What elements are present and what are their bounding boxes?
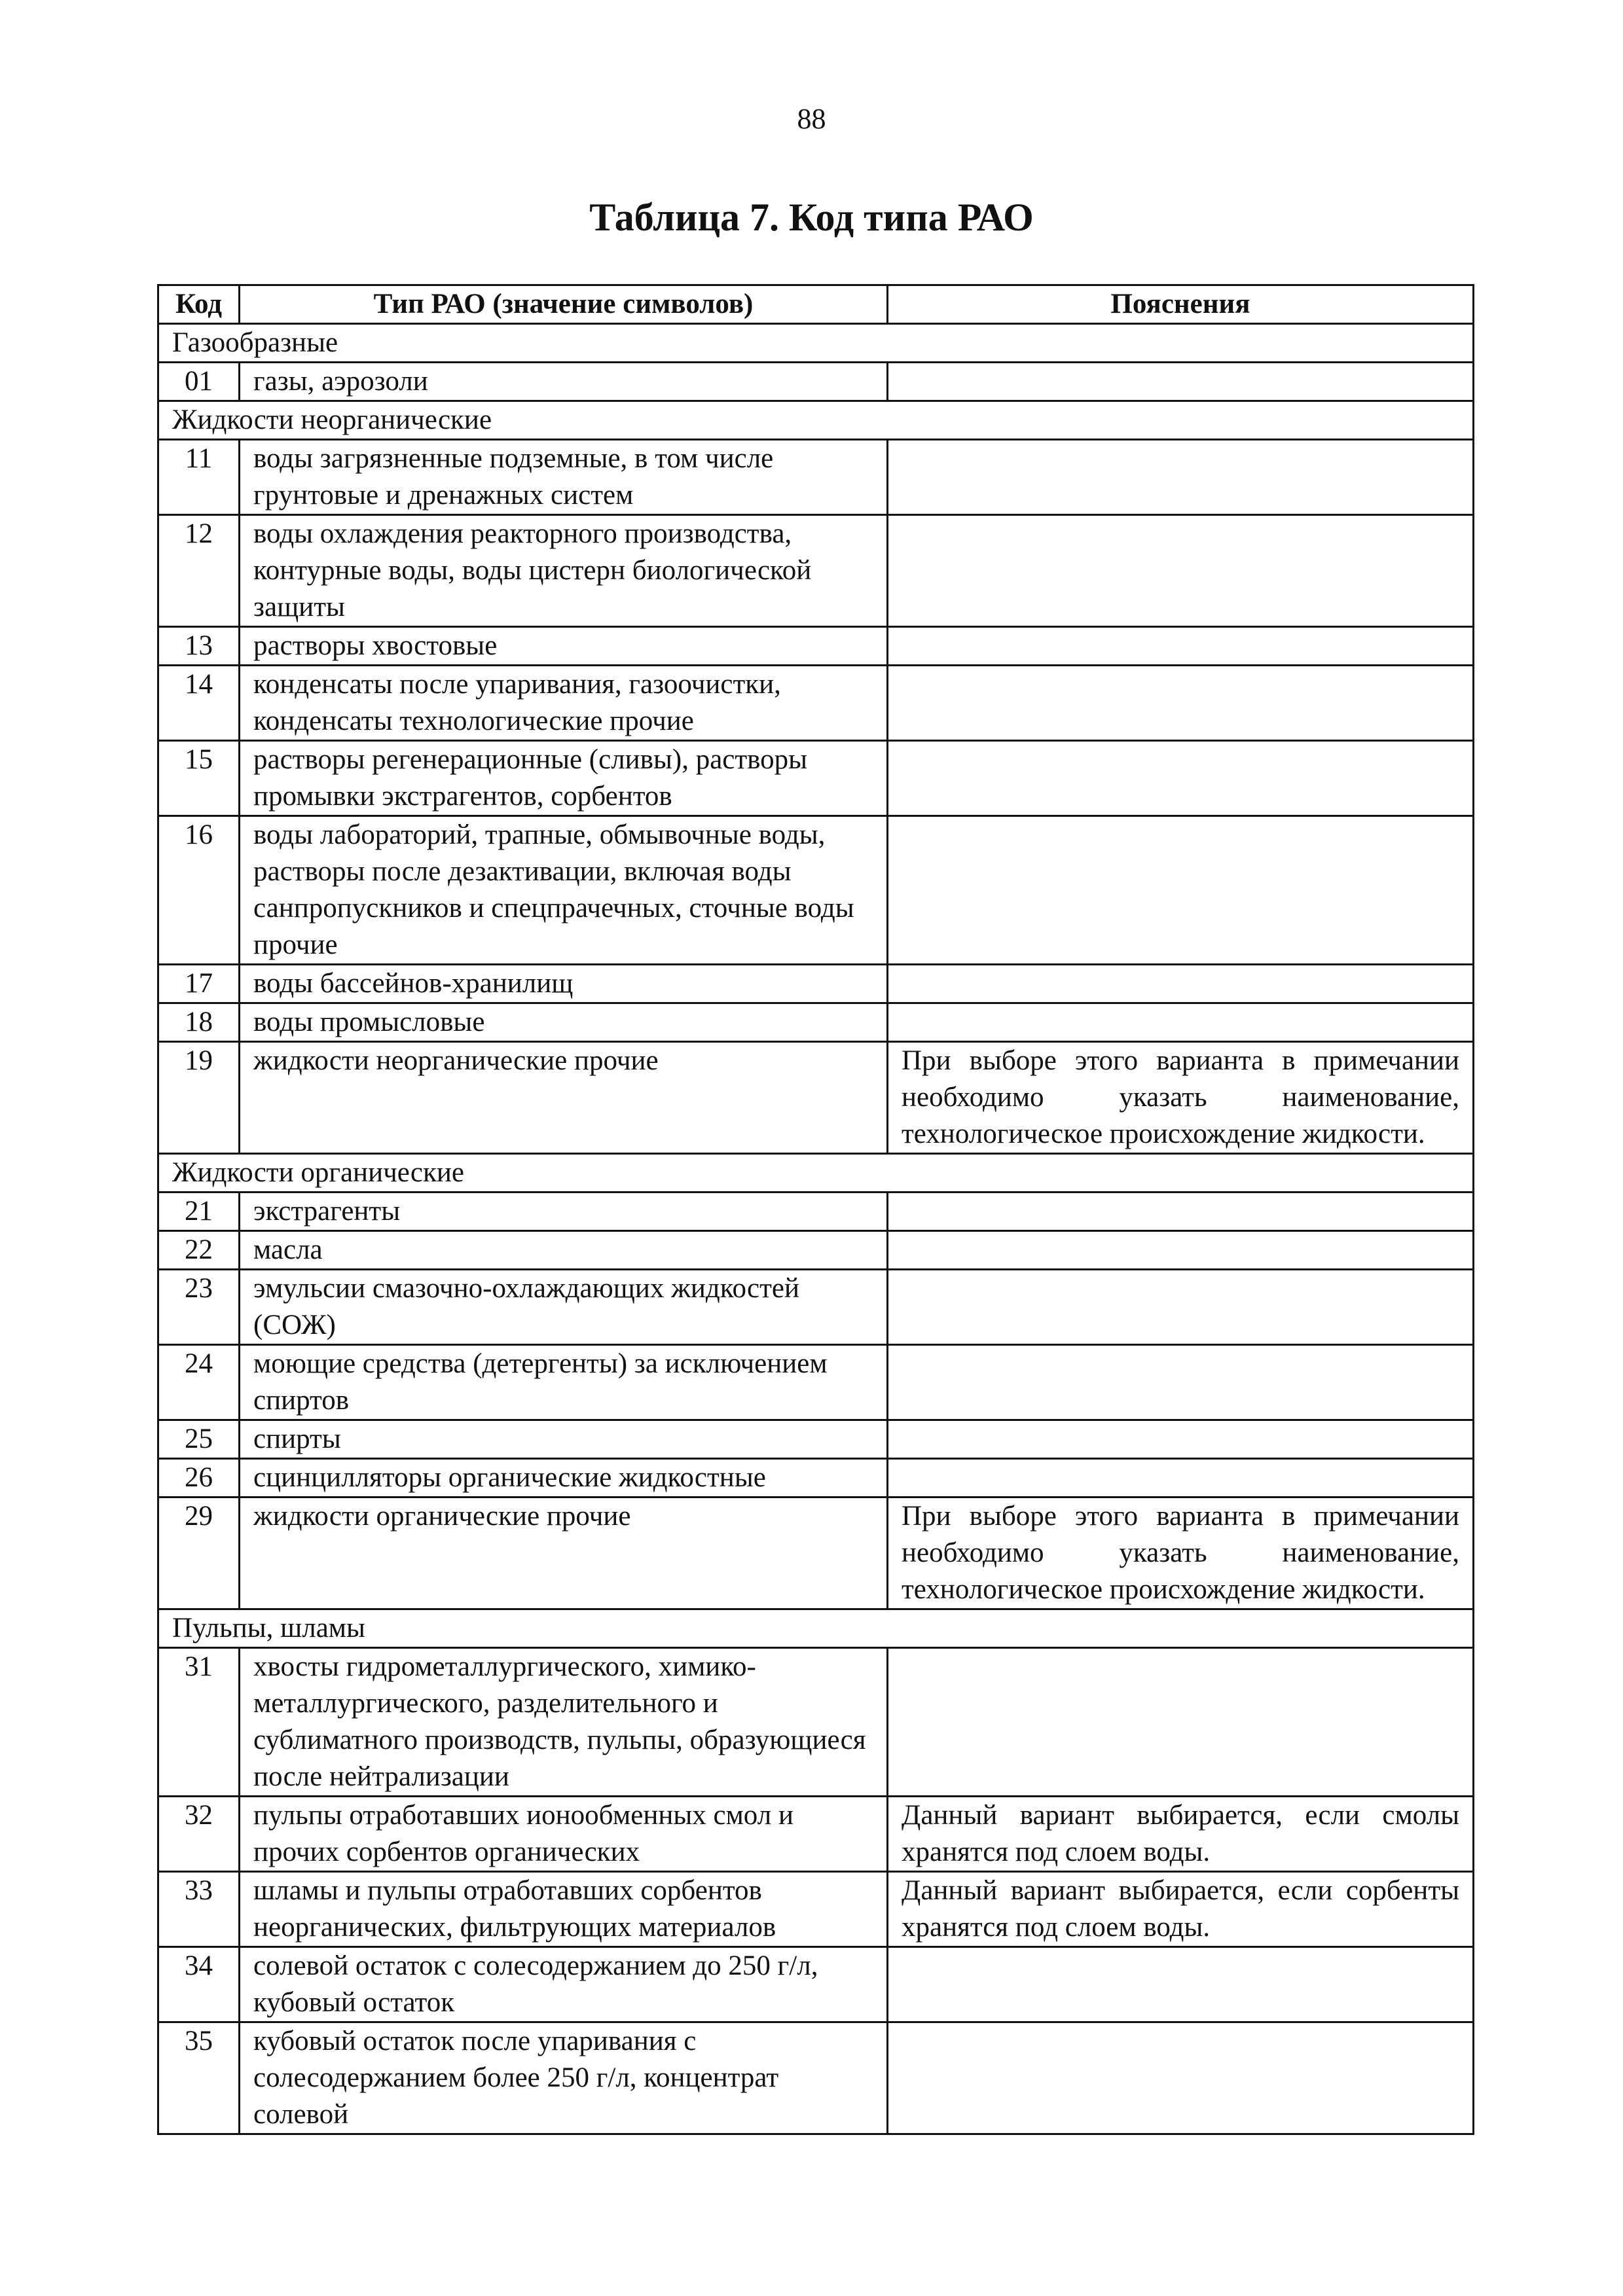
table-body	[158, 324, 1474, 2134]
table-row	[158, 1345, 1474, 1420]
type-cell: растворы хвостовые	[240, 627, 888, 666]
note-cell	[888, 1947, 1474, 2022]
section-title: Жидкости органические	[158, 1154, 1474, 1193]
code-cell: 32	[158, 1797, 240, 1872]
code-cell: 19	[158, 1042, 240, 1154]
code-cell: 11	[158, 440, 240, 515]
section-row	[158, 1154, 1474, 1193]
section-row	[158, 1609, 1474, 1648]
type-cell: воды промысловые	[240, 1003, 888, 1042]
code-cell: 13	[158, 627, 240, 666]
page-number: 88	[797, 103, 826, 135]
table-row	[158, 515, 1474, 627]
note-cell	[888, 666, 1474, 741]
table-row	[158, 1947, 1474, 2022]
table-row	[158, 1042, 1474, 1154]
note-cell	[888, 965, 1474, 1003]
note-cell	[888, 1420, 1474, 1459]
code-cell: 29	[158, 1498, 240, 1609]
note-cell	[888, 1270, 1474, 1345]
type-cell: моющие средства (детергенты) за исключением спиртов	[240, 1345, 888, 1420]
table-row	[158, 1459, 1474, 1498]
section-title: Пульпы, шламы	[158, 1609, 1474, 1648]
type-cell: шламы и пульпы отработавших сорбентов неорганических, фильтрующих материалов	[240, 1872, 888, 1947]
note-cell: При выборе этого варианта в примечании необходимо указать наименование, технологическое происхождение жидкости.	[888, 1042, 1474, 1154]
header-code: Код	[158, 285, 240, 324]
table-row	[158, 1003, 1474, 1042]
table-row	[158, 741, 1474, 816]
note-cell	[888, 816, 1474, 965]
table-row	[158, 1231, 1474, 1270]
section-row	[158, 401, 1474, 440]
code-cell: 24	[158, 1345, 240, 1420]
section-title: Газообразные	[158, 324, 1474, 363]
type-cell: кубовый остаток после упаривания с солесодержанием более 250 г/л, концентрат солевой	[240, 2022, 888, 2134]
note-cell	[888, 1231, 1474, 1270]
code-cell: 14	[158, 666, 240, 741]
code-cell: 23	[158, 1270, 240, 1345]
note-cell	[888, 515, 1474, 627]
type-cell: солевой остаток с солесодержанием до 250 г/л, кубовый остаток	[240, 1947, 888, 2022]
type-cell: пульпы отработавших ионообменных смол и прочих сорбентов органических	[240, 1797, 888, 1872]
section-row	[158, 324, 1474, 363]
table-row	[158, 2022, 1474, 2134]
code-cell: 33	[158, 1872, 240, 1947]
type-cell: спирты	[240, 1420, 888, 1459]
note-cell: Данный вариант выбирается, если смолы хранятся под слоем воды.	[888, 1797, 1474, 1872]
type-cell: конденсаты после упаривания, газоочистки, конденсаты технологические прочие	[240, 666, 888, 741]
table-row	[158, 627, 1474, 666]
note-cell: Данный вариант выбирается, если сорбенты хранятся под слоем воды.	[888, 1872, 1474, 1947]
code-cell: 35	[158, 2022, 240, 2134]
table-row	[158, 1498, 1474, 1609]
rao-type-table	[157, 284, 1474, 2135]
header-type: Тип РАО (значение символов)	[240, 285, 888, 324]
code-cell: 31	[158, 1648, 240, 1797]
type-cell: эмульсии смазочно-охлаждающих жидкостей (СОЖ)	[240, 1270, 888, 1345]
note-cell	[888, 440, 1474, 515]
code-cell: 17	[158, 965, 240, 1003]
table-row	[158, 816, 1474, 965]
table-row	[158, 1648, 1474, 1797]
type-cell: жидкости неорганические прочие	[240, 1042, 888, 1154]
note-cell	[888, 1459, 1474, 1498]
code-cell: 12	[158, 515, 240, 627]
table-row	[158, 363, 1474, 401]
type-cell: воды бассейнов-хранилищ	[240, 965, 888, 1003]
code-cell: 22	[158, 1231, 240, 1270]
table-row	[158, 1193, 1474, 1231]
type-cell: экстрагенты	[240, 1193, 888, 1231]
type-cell: растворы регенерационные (сливы), растворы промывки экстрагентов, сорбентов	[240, 741, 888, 816]
type-cell: жидкости органические прочие	[240, 1498, 888, 1609]
header-notes: Пояснения	[888, 285, 1474, 324]
table-row	[158, 1797, 1474, 1872]
code-cell: 21	[158, 1193, 240, 1231]
type-cell: газы, аэрозоли	[240, 363, 888, 401]
type-cell: воды загрязненные подземные, в том числе грунтовые и дренажных систем	[240, 440, 888, 515]
type-cell: хвосты гидрометаллургического, химико-металлургического, разделительного и сублиматного производств, пульпы, образующиеся после нейтрализации	[240, 1648, 888, 1797]
note-cell	[888, 741, 1474, 816]
code-cell: 26	[158, 1459, 240, 1498]
note-cell	[888, 1345, 1474, 1420]
table-row	[158, 1270, 1474, 1345]
note-cell	[888, 1193, 1474, 1231]
note-cell	[888, 363, 1474, 401]
section-title: Жидкости неорганические	[158, 401, 1474, 440]
type-cell: сцинцилляторы органические жидкостные	[240, 1459, 888, 1498]
table-row	[158, 440, 1474, 515]
table-header-row	[158, 285, 1474, 324]
note-cell	[888, 1648, 1474, 1797]
note-cell: При выборе этого варианта в примечании необходимо указать наименование, технологическое происхождение жидкости.	[888, 1498, 1474, 1609]
note-cell	[888, 627, 1474, 666]
note-cell	[888, 1003, 1474, 1042]
code-cell: 15	[158, 741, 240, 816]
table-row	[158, 965, 1474, 1003]
code-cell: 01	[158, 363, 240, 401]
type-cell: воды охлаждения реакторного производства, контурные воды, воды цистерн биологической защиты	[240, 515, 888, 627]
table-row	[158, 1420, 1474, 1459]
type-cell: воды лабораторий, трапные, обмывочные воды, растворы после дезактивации, включая воды санпропускников и спецпрачечных, сточные воды прочие	[240, 816, 888, 965]
table-row	[158, 666, 1474, 741]
code-cell: 25	[158, 1420, 240, 1459]
code-cell: 34	[158, 1947, 240, 2022]
note-cell	[888, 2022, 1474, 2134]
page-title: Таблица 7. Код типа РАО	[589, 196, 1034, 239]
code-cell: 18	[158, 1003, 240, 1042]
table-row	[158, 1872, 1474, 1947]
type-cell: масла	[240, 1231, 888, 1270]
code-cell: 16	[158, 816, 240, 965]
